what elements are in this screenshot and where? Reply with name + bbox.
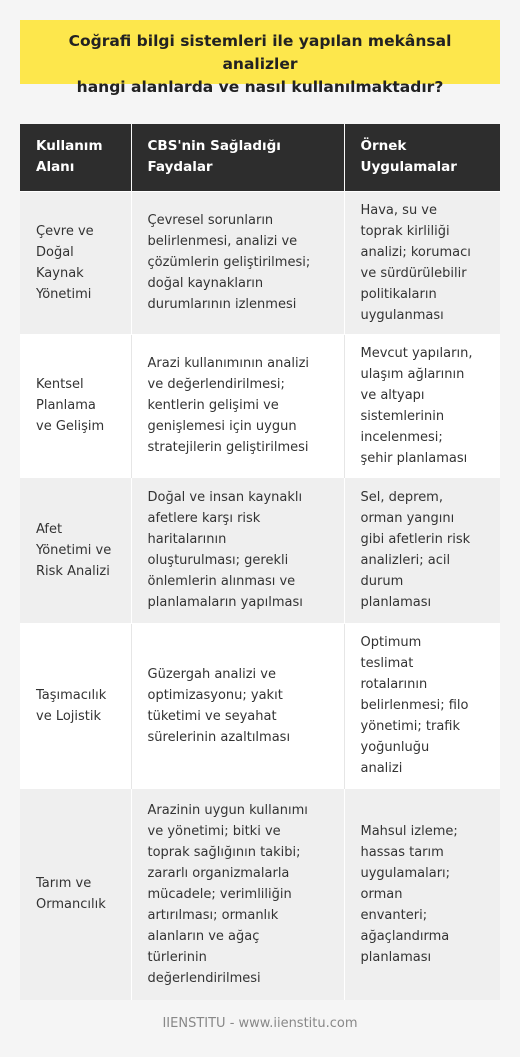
table-row xyxy=(20,788,500,1000)
cell-benefits: Doğal ve insan kaynaklı afetlere karşı risk haritalarının oluşturulması; gerekli önlemlerin alınması ve planlamaların yapılması xyxy=(131,477,344,623)
header-usage-area: Kullanım Alanı xyxy=(20,124,131,191)
cell-usage-area: Afet Yönetimi ve Risk Analizi xyxy=(20,477,131,623)
header-row xyxy=(20,124,500,191)
cell-benefits: Çevresel sorunların belirlenmesi, analizi ve çözümlerin geliştirilmesi; doğal kaynakların durumlarının izlenmesi xyxy=(131,191,344,334)
cell-examples: Hava, su ve toprak kirliliği analizi; korumacı ve sürdürülebilir politikaların uygulanması xyxy=(344,191,500,334)
cell-examples: Optimum teslimat rotalarının belirlenmesi; filo yönetimi; trafik yoğunluğu analizi xyxy=(344,623,500,788)
table-row xyxy=(20,623,500,788)
table-row xyxy=(20,334,500,477)
gis-applications-table xyxy=(20,124,500,1000)
cell-benefits: Arazi kullanımının analizi ve değerlendirilmesi; kentlerin gelişimi ve genişlemesi için uygun stratejilerin geliştirilmesi xyxy=(131,334,344,477)
table-row xyxy=(20,191,500,334)
cell-benefits: Güzergah analizi ve optimizasyonu; yakıt tüketimi ve seyahat sürelerinin azaltılması xyxy=(131,623,344,788)
cell-examples: Mahsul izleme; hassas tarım uygulamaları; orman envanteri; ağaçlandırma planlaması xyxy=(344,788,500,1000)
page-title xyxy=(20,20,500,96)
header-examples: Örnek Uygulamalar xyxy=(344,124,500,191)
cell-benefits: Arazinin uygun kullanımı ve yönetimi; bitki ve toprak sağlığının takibi; zararlı organizmalarla mücadele; verimliliğin artırılması; ormanlık alanların ve ağaç türlerinin değerlendirilmesi xyxy=(131,788,344,1000)
title-line-2: hangi alanlarda ve nasıl kullanılmaktadır? xyxy=(76,78,444,96)
title-line-1: Coğrafi bilgi sistemleri ile yapılan mekânsal analizler xyxy=(68,32,452,73)
cell-examples: Mevcut yapıların, ulaşım ağlarının ve altyapı sistemlerinin incelenmesi; şehir planlaması xyxy=(344,334,500,477)
cell-usage-area: Çevre ve Doğal Kaynak Yönetimi xyxy=(20,191,131,334)
table-row xyxy=(20,477,500,623)
cell-usage-area: Tarım ve Ormancılık xyxy=(20,788,131,1000)
cell-usage-area: Taşımacılık ve Lojistik xyxy=(20,623,131,788)
cell-usage-area: Kentsel Planlama ve Gelişim xyxy=(20,334,131,477)
header-benefits: CBS'nin Sağladığı Faydalar xyxy=(131,124,344,191)
cell-examples: Sel, deprem, orman yangını gibi afetlerin risk analizleri; acil durum planlaması xyxy=(344,477,500,623)
footer-credit: IIENSTITU - www.iienstitu.com xyxy=(162,1016,358,1031)
